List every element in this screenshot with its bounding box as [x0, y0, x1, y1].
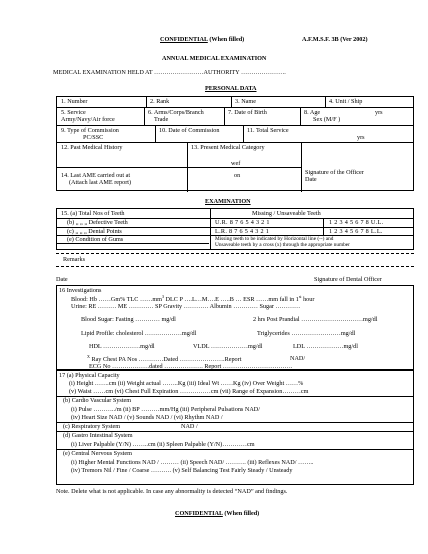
- commission-type-label: 9. Type of Commission: [61, 127, 119, 134]
- header-confidential-line: [160, 36, 244, 43]
- teeth-note: [215, 236, 350, 248]
- blood-count-part: Blood: Hb ……Gm% TLC ……mm: [71, 296, 162, 304]
- cvs-line-2: (iv) Heart Size NAD / (v) Sounds NAD / (vi) Rhythm NAD /: [71, 414, 223, 421]
- ecg-line: ECG No ………………dated ………………. Report …………………………….: [89, 363, 293, 370]
- cvs-line-1: (i) Pulse ………../m (ii) BP ………mm/Hg (iii) Peripheral Pulsations NAD/: [71, 406, 260, 413]
- teeth-note-line-2: Unsaveable teeth by a cross (x) through the appropriate number: [215, 242, 350, 249]
- cns-line-1: (i) Higher Mental Functions NAD / ……… (ii) Speech NAD/ ………. (iii) Reflexes NAD/ ……..: [71, 459, 314, 466]
- blood-dlc-part: DLC P ….L…M….E …..B … ESR ……mm fall in 1: [163, 296, 299, 304]
- signature-label: Signature of the Officer: [305, 169, 364, 176]
- lipid-ldl: LDL ………………mg/dl: [293, 343, 358, 350]
- service-options: Army/Navy/Air force: [61, 116, 115, 124]
- rank-field: 2. Rank: [150, 98, 170, 105]
- physical-line-1: (i) Height …….cm (ii) Weight actual ……..Kg (iii) Ideal Wt ……Kg (iv) Over Weight ……%: [69, 380, 304, 387]
- page-title: ANNUAL MEDICAL EXAMINATION: [162, 55, 267, 62]
- footer-when-filled: (When filled): [224, 510, 260, 517]
- cns-label: (e) Central Nervous System: [63, 450, 132, 457]
- last-ame-field: [61, 172, 131, 186]
- respiratory-label: (c) Respiratory System: [63, 423, 121, 430]
- urine-tests-line: Urine: RE ……… ME ………… SP Gravity ………… Albumin ………… Sugar …………: [71, 303, 301, 310]
- sex-field: Sex (M/F ): [313, 116, 341, 123]
- teeth-note-line-1: Missing teeth to be indicated by Horizontal line (--) and: [215, 236, 334, 242]
- trade-label: Trade: [154, 116, 169, 124]
- last-ame-label: 14. Last AME carried out at: [61, 172, 131, 179]
- cns-line-2: (iv) Tremors Nil / Fine / Coarse ………. (v) Self Balancing Test Fairly Steady / Unsteady: [71, 467, 293, 474]
- dental-date-label: Date: [56, 276, 68, 283]
- total-service-field: 11. Total Service: [247, 127, 289, 134]
- wef-label: wef: [231, 160, 241, 167]
- last-ame-note: (Attach last AME report): [69, 179, 132, 187]
- held-at-line: MEDICAL EXAMINATION HELD AT ……………………AUTHORITY ………………….: [53, 69, 286, 76]
- blood-tests-line: [71, 295, 314, 303]
- total-service-yrs: yrs: [357, 134, 365, 141]
- xray-x: X: [87, 354, 90, 359]
- blood-sup: 3: [161, 294, 164, 299]
- lipid-hdl: HDL ………………mg/dl: [89, 343, 155, 350]
- xray-text: Ray Chest PA Nos …………Dated ………………….Report: [89, 356, 242, 364]
- cvs-label: (b) Cardio Vascular System: [63, 397, 132, 404]
- when-filled-label: (When filled): [209, 36, 245, 43]
- present-category-field: 13. Present Medical Category: [191, 144, 265, 151]
- commission-options: PC/SSC: [83, 134, 104, 142]
- physical-capacity-box: [56, 370, 414, 485]
- footnote: Note. Delete what is not applicable. In case any abnormality is detected “NAD” and findings.: [56, 488, 288, 495]
- xray-nad: NAD/: [290, 355, 306, 362]
- dental-officer-signature: Signature of Dental Officer: [314, 276, 382, 283]
- blood-sugar-fasting: Blood Sugar: Fasting ………… mg/dl: [81, 316, 176, 323]
- gums-label: (e) Condition of Gums: [67, 236, 124, 243]
- footer-confidential-label: CONFIDENTIAL: [175, 510, 223, 517]
- total-teeth-label: 15. (a) Total Nos of Teeth: [61, 210, 125, 217]
- lower-right-teeth: L.R. 8 7 6 5 4 3 2 1: [215, 228, 270, 235]
- blood-sugar-pp: 2 hrs Post Prandial …………………………mg/dl: [253, 316, 378, 323]
- dob-field: 7. Date of Birth: [228, 109, 267, 116]
- service-label: 5. Service: [61, 109, 86, 116]
- physical-line-2: (v) Waist ……cm (vi) Chest Full Expiration ……………cm (vii) Range of Expansion………cm: [69, 388, 309, 395]
- signature-date-label: Date: [305, 176, 317, 184]
- examination-heading: EXAMINATION: [205, 198, 251, 205]
- upper-left-teeth: 1 2 3 4 5 6 7 8 U.L.: [329, 219, 384, 226]
- age-yrs: yrs: [375, 109, 383, 116]
- investigations-box: [56, 285, 414, 370]
- name-field: 3. Name: [235, 98, 256, 105]
- blood-st: st: [298, 294, 302, 299]
- commission-date-field: 10. Date of Commission: [159, 127, 220, 134]
- lipid-cholesterol: Lipid Profile: cholesterol ………………mg/dl: [81, 330, 197, 337]
- arms-label: 6. Arms/Corps/Branch: [148, 109, 204, 116]
- lipid-vldl: VLDL ………………mg/dl: [193, 343, 263, 350]
- dental-table: [56, 208, 414, 250]
- lower-left-teeth: 1 2 3 4 5 6 7 8 L.L.: [329, 228, 383, 235]
- confidential-label: CONFIDENTIAL: [160, 36, 208, 43]
- past-history-field: 12. Past Medical History: [61, 144, 123, 151]
- gi-label: (d) Gastro Intestinal System: [63, 432, 133, 439]
- xray-line: [87, 355, 241, 363]
- investigations-label: 16 Investigations: [59, 287, 102, 294]
- respiratory-nad: NAD /: [181, 423, 198, 430]
- personal-data-heading: PERSONAL DATA: [205, 85, 257, 92]
- physical-capacity-label: 17 (a) Physical Capacity: [59, 372, 120, 379]
- lipid-triglycerides: Triglycerides ……………………mg/dl: [257, 330, 356, 337]
- age-field: 8. Age: [304, 109, 321, 116]
- footer-confidential-line: [175, 510, 259, 517]
- remarks-label: Remarks: [63, 256, 85, 263]
- upper-right-teeth: U.R. 8 7 6 5 4 3 2 1: [215, 219, 270, 226]
- unit-field: 4. Unit / Ship: [329, 98, 363, 105]
- blood-hour: hour: [301, 296, 315, 304]
- dental-points-label: (c) „ „ „ Dental Points: [67, 228, 122, 235]
- personal-data-table: [56, 96, 414, 191]
- missing-teeth-header: Missing / Unsaveable Teeth: [252, 210, 321, 217]
- officer-signature-field: [305, 169, 364, 183]
- on-label: on: [234, 172, 241, 179]
- defective-teeth-label: (b) „ „ „ Defective Teeth: [67, 219, 128, 226]
- form-number: A.F.M.S.F. 3B (Ver 2002): [302, 36, 368, 43]
- number-field: 1. Number: [61, 98, 88, 105]
- gi-line-1: (i) Liver Palpable (Y/N) ……..cm (ii) Spleen Palpable (Y/N)…………cm: [71, 441, 255, 448]
